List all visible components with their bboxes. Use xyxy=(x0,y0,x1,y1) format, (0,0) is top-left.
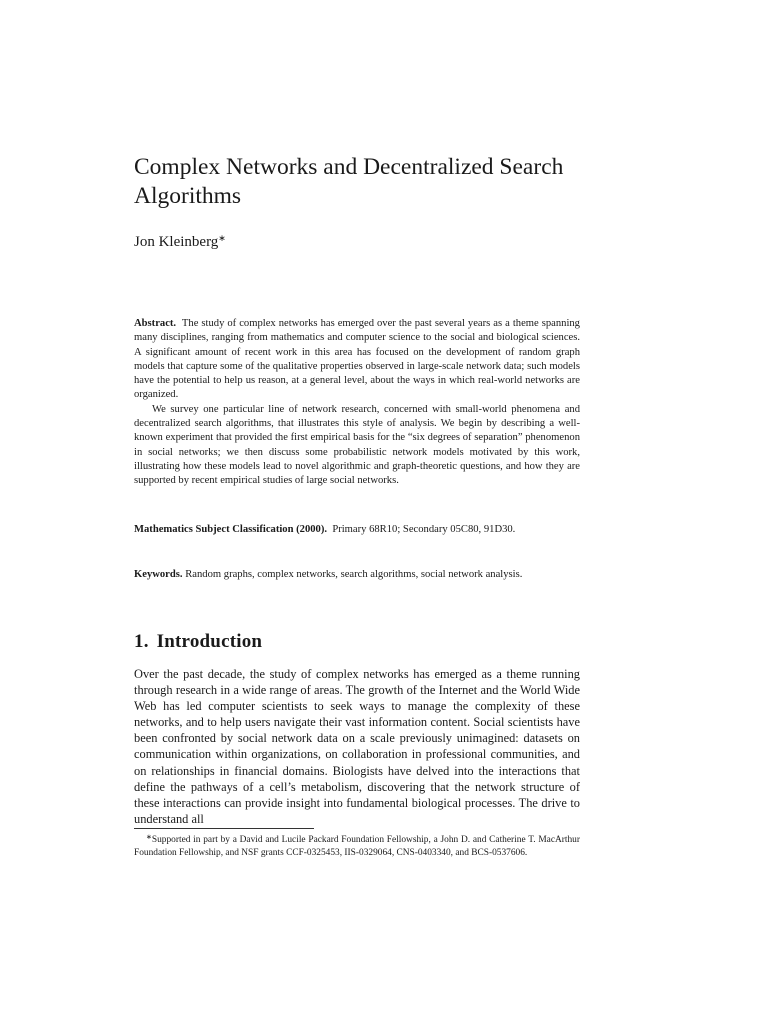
abstract-paragraph-2: We survey one particular line of network research, concerned with small-world phenomena and decentralized search algorithms, that illustrates this style of analysis. We begin by describing a well-known experiment that provided the first empirical basis for the “six degrees of separation” phenomenon in social networks; we then discuss some probabilistic network models motivated by this work, illustrating how these models lead to novel algorithmic and graph-theoretic questions, and how they are supported by recent empirical studies of large social networks. xyxy=(134,403,580,487)
abstract-paragraph-1 xyxy=(134,317,580,403)
footnote-text: Supported in part by a David and Lucile Packard Foundation Fellowship, a John D. and Catherine T. MacArthur Foundation Fellowship, and NSF grants CCF-0325453, IIS-0329064, CNS-0403340, and BCS-0537606. xyxy=(134,835,580,858)
abstract-label: Abstract. xyxy=(134,318,177,329)
abstract xyxy=(134,317,580,489)
author-name: Jon Kleinberg xyxy=(134,234,219,250)
introduction-paragraph: Over the past decade, the study of complex networks has emerged as a theme running through research in a wide range of areas. The growth of the Internet and the World Wide Web has led computer scientists to seek ways to manage the complexity of these networks, and to help users navigate their vast information content. Social scientists have been confronted by social network data on a scale previously unimagined: datasets on communication within organizations, on collaboration in professional communities, and on relationships in financial domains. Biologists have delved into the interactions that define the pathways of a cell’s metabolism, discovering that the network structure of these interactions can provide insight into fundamental biological processes. The drive to understand all xyxy=(134,667,580,826)
author-line xyxy=(134,228,226,252)
keywords xyxy=(134,568,580,582)
section-title: Introduction xyxy=(156,631,263,652)
footnote-mark: ∗ xyxy=(146,833,152,841)
keywords-text: Random graphs, complex networks, search algorithms, social network analysis. xyxy=(185,569,523,580)
msc-text: Primary 68R10; Secondary 05C80, 91D30. xyxy=(332,524,516,535)
section-number: 1. xyxy=(134,631,149,652)
abstract-text-1: The study of complex networks has emerged over the past several years as a theme spanning many disciplines, ranging from mathematics and computer science to the social and biological sciences. A significant amount of recent work in this area has focused on the development of random graph models that capture some of the qualitative properties observed in large-scale network data; such models have the potential to help us reason, at a general level, about the ways in which real-world networks are organized. xyxy=(134,318,580,401)
section-heading-introduction xyxy=(134,630,262,654)
footnote xyxy=(134,831,580,860)
author-footnote-mark: ∗ xyxy=(218,233,226,243)
paper-title: Complex Networks and Decentralized Search Algorithms xyxy=(134,154,564,209)
msc-classification xyxy=(134,523,580,537)
footnote-divider xyxy=(134,828,314,829)
keywords-label: Keywords. xyxy=(134,569,183,580)
msc-label: Mathematics Subject Classification (2000). xyxy=(134,524,328,535)
